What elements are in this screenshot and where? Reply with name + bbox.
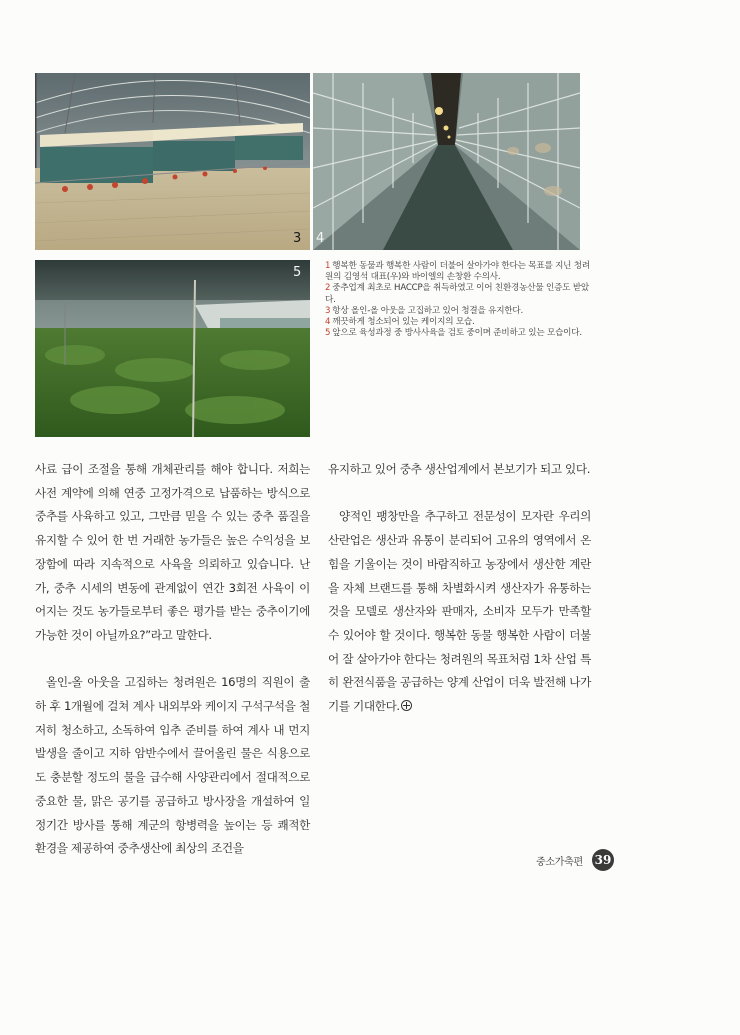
photo-captions <box>325 261 591 339</box>
page-number: 39 <box>592 849 614 871</box>
greenhouse-image <box>35 73 310 250</box>
body-column-left <box>35 458 310 861</box>
cage-aisle-image <box>313 73 580 250</box>
end-mark-icon <box>401 700 412 711</box>
caption-1: 1 행복한 동물과 행복한 사람이 더불어 살아가야 한다는 목표를 지닌 청려원의 김영석 대표(우)와 바이엘의 손창환 수의사. <box>325 261 591 283</box>
photo-number-4: 4 <box>316 231 325 246</box>
body-column-right <box>328 458 591 719</box>
body-paragraph: 올인-올 아웃을 고집하는 청려원은 16명의 직원이 출하 후 1개월에 걸쳐 계사 내외부와 케이지 구석구석을 철저히 청소하고, 소독하여 입추 준비를 하여 계사 내 먼지 발생을 줄이고 지하 암반수에서 끌어올린 물은 식용으로도 충분할 정도의 물을 급수해 사양관리에서 절대적으로 중요한 물, 맑은 공기를 공급하고 방사장을 개설하여 일정기간 방사를 통해 계군의 항병력을 높이는 등 쾌적한 환경을 제공하여 중추생산에 최상의 조건을 <box>35 675 310 856</box>
paragraph-gap <box>35 648 310 672</box>
photo-number-3: 3 <box>293 231 302 246</box>
photo-outdoor-range <box>35 260 310 437</box>
caption-3: 3 항상 올인-올 아웃을 고집하고 있어 청결을 유지한다. <box>325 305 524 316</box>
body-paragraph: 유지하고 있어 중추 생산업계에서 본보기가 되고 있다. <box>328 462 591 476</box>
outdoor-range-image <box>35 260 310 437</box>
caption-4: 4 깨끗하게 청소되어 있는 케이지의 모습. <box>325 317 475 328</box>
caption-2: 2 중추업계 최초로 HACCP을 취득하였고 이어 친환경농산물 인증도 받았다. <box>325 283 590 305</box>
photo-number-5: 5 <box>293 265 302 280</box>
body-paragraph-final: 양적인 팽창만을 추구하고 전문성이 모자란 우리의 산란업은 생산과 유통이 분리되어 고유의 영역에서 온힘을 기울이는 것이 바람직하고 농장에서 생산한 계란을 자체 브랜드를 통해 차별화시켜 생산자가 유통하는 것을 모델로 생산자와 판매자, 소비자 모두가 만족할 수 있어야 할 것이다. 행복한 동물 행복한 사람이 더불어 잘 살아가야 한다는 청려원의 목표처럼 1차 산업 특히 완전식품을 공급하는 양계 산업이 더욱 발전해 나가기를 기대한다. <box>328 509 591 714</box>
photo-cage-aisle <box>313 73 580 250</box>
body-paragraph: 사료 급이 조절을 통해 개체관리를 해야 합니다. 저희는 사전 계약에 의해 연중 고정가격으로 납품하는 방식으로 중추를 사육하고 있고, 그만큼 믿을 수 있는 중추 품질을 유지할 수 있어 한 번 거래한 농가들은 높은 수익성을 보장함에 따라 지속적으로 사육을 의뢰하고 있습니다. 난가, 중추 시세의 변동에 관계없이 연간 3회전 사육이 이어지는 것도 농가들로부터 좋은 평가를 받는 중추이기에 가능한 것이 아닐까요?”라고 말한다. <box>35 462 310 642</box>
caption-5: 5 앞으로 육성과정 중 방사사육을 검토 중이며 준비하고 있는 모습이다. <box>325 328 582 339</box>
photo-greenhouse <box>35 73 310 250</box>
paragraph-gap <box>328 482 591 506</box>
section-label: 중소가축편 <box>536 857 583 868</box>
